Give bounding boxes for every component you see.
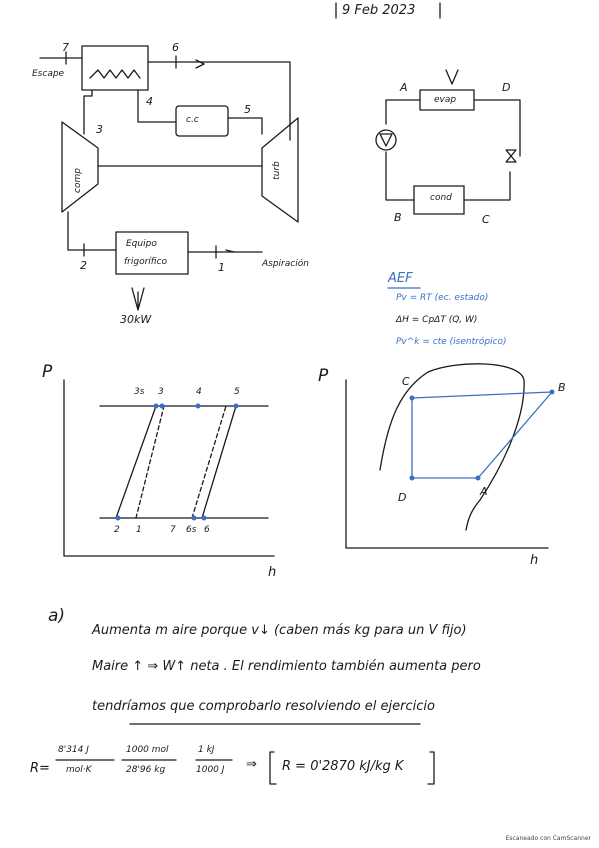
part-label: a) [48,606,66,626]
answer-line-3: tendríamos que comprobarlo resolviendo el ejercicio [92,699,435,714]
formula-result: R = 0'2870 kJ/kg K [282,759,404,774]
frac2-num: 1000 mol [126,745,169,755]
ph-left-point-1: 1 [136,525,142,535]
node-3: 3 [96,123,103,136]
frac3-den: 1000 J [196,765,225,775]
ref-point-c: C [482,213,490,226]
assumptions-title: AEF [388,271,413,286]
ph-left-p-axis: P [42,362,53,382]
ph-diagram-left [64,380,274,556]
ph-left-point-4: 4 [196,387,202,397]
cond-label: cond [430,193,452,203]
assumption-1: Pv = RT (ec. estado) [396,293,489,303]
equipo-label: Equipo [126,239,157,249]
answer-line-1: Aumenta m aire porque v↓ (caben más kg para un V fijo) [92,623,467,638]
power-label: 30kW [120,313,152,326]
frac3-num: 1 kJ [198,745,215,755]
turbine-label: turb [271,161,282,180]
node-4: 4 [146,95,153,108]
ph-left-point-3s: 3s [134,387,145,397]
node-2: 2 [80,259,87,272]
formula-arrow: ⇒ [246,757,257,772]
ph-right-p-axis: P [318,366,329,386]
escape-label: Escape [32,69,65,79]
ph-diagram-right [346,364,555,548]
date: 9 Feb 2023 [342,3,416,18]
ph-left-point-7: 7 [170,525,176,535]
ref-point-b: B [394,211,402,224]
scanner-watermark: Escaneado con CamScanner [505,835,591,842]
ph-right-point-d: D [398,491,407,504]
ph-left-point-3: 3 [158,387,164,397]
cc-label: c.c [186,115,199,125]
node-6: 6 [172,41,179,54]
frigorifico-label: frigorífico [124,257,168,267]
answer-line-2: Maire ↑ ⇒ W↑ neta . El rendimiento también aumenta pero [92,659,481,674]
ref-point-a: A [400,81,408,94]
ph-left-h-axis: h [268,565,277,580]
compressor-label: comp [72,168,83,193]
node-5: 5 [244,103,251,116]
ph-left-point-6: 6 [204,525,210,535]
ph-left-point-6s: 6s [186,525,197,535]
ph-right-h-axis: h [530,553,539,568]
ph-right-point-b: B [558,381,566,394]
ph-left-point-5: 5 [234,387,240,397]
ref-point-d: D [502,81,511,94]
aspiracion-label: Aspiración [262,259,309,269]
frac2-den: 28'96 kg [126,765,166,775]
ph-right-point-c: C [402,375,410,388]
assumption-3: Pv^k = cte (isentrópico) [396,337,507,347]
ph-left-point-2: 2 [114,525,120,535]
assumption-2: ΔH = CpΔT (Q, W) [396,315,478,325]
frac1-num: 8'314 J [58,745,89,755]
frac1-den: mol·K [66,765,92,775]
node-1: 1 [218,261,225,274]
ph-right-point-a: A [480,485,488,498]
evap-label: evap [434,95,457,105]
node-7: 7 [62,41,69,54]
formula-lhs: R= [30,761,50,776]
